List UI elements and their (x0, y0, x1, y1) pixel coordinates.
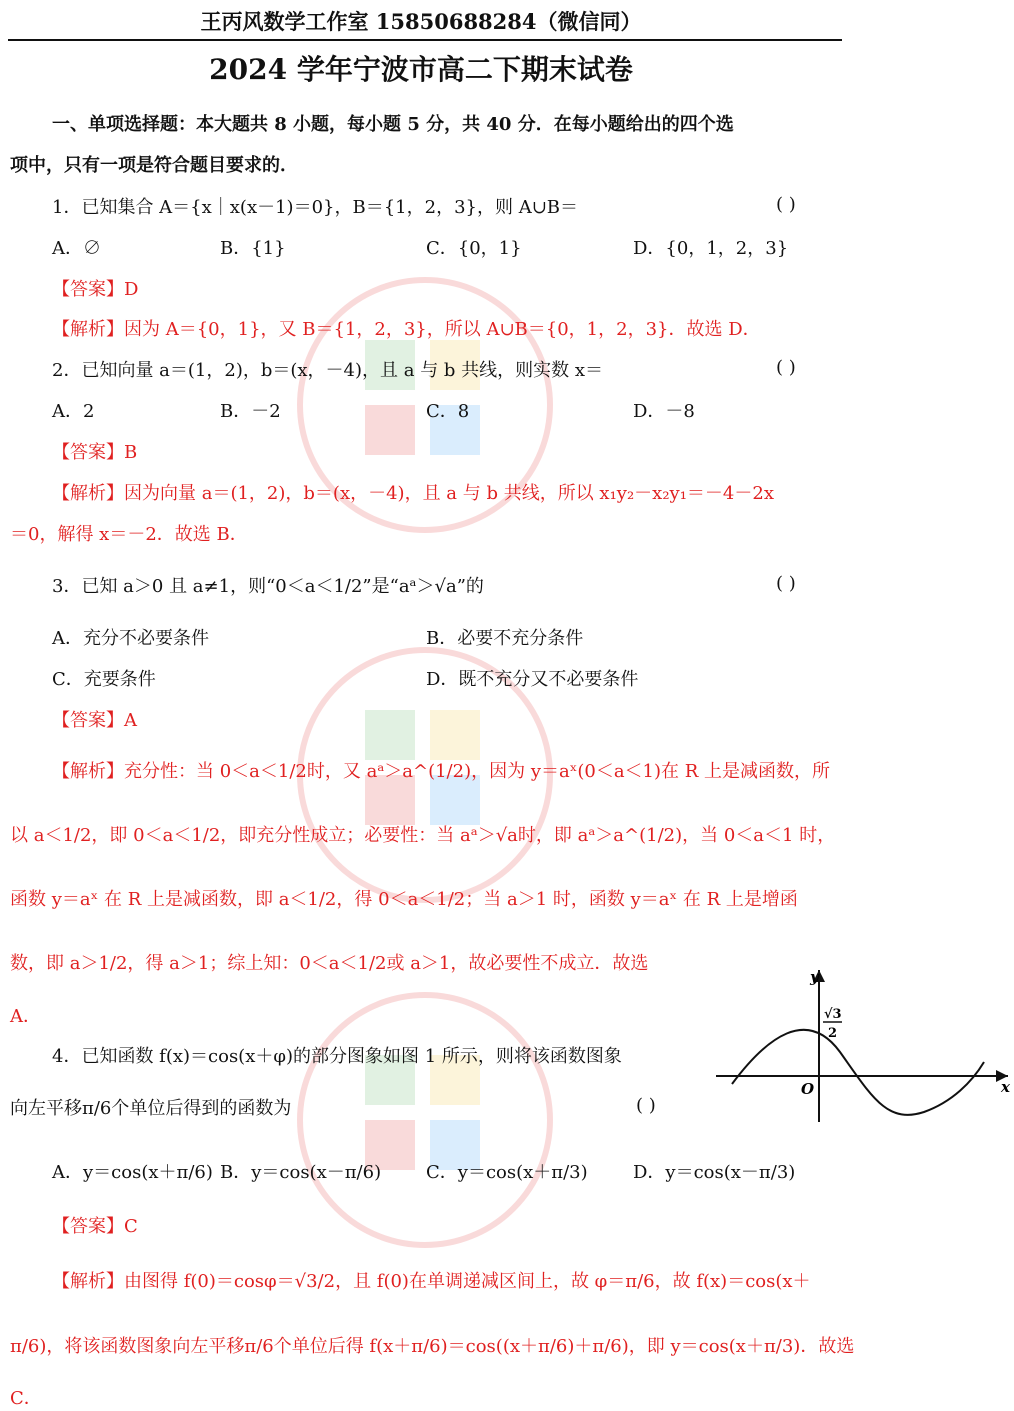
q2-analysis: 【解析】因为向量 a＝(1，2)，b＝(x，－4)，且 a 与 b 共线，所以 x₁y₂－x₂y₁＝－4－2x (52, 483, 774, 504)
section-heading-cont: 项中，只有一项是符合题目要求的． (10, 155, 298, 176)
q4-option-b: B．y＝cos(x－π/6) (220, 1162, 382, 1183)
q3-analysis-cont: 函数 y＝aˣ 在 R 上是减函数，即 a＜1/2，得 0＜a＜1/2；当 a＞1 时，函数 y＝aˣ 在 R 上是增函 (10, 889, 798, 910)
q1-analysis: 【解析】因为 A＝{0，1}，又 B＝{1，2，3}，所以 A∪B＝{0，1，2，3}．故选 D． (52, 319, 761, 340)
q2-analysis-cont: ＝0，解得 x＝－2．故选 B． (10, 524, 248, 545)
header-rule (8, 39, 842, 41)
q2-option-a: A．2 (52, 401, 95, 422)
q3-analysis-cont: 以 a＜1/2，即 0＜a＜1/2，即充分性成立；必要性：当 aᵃ＞√a时，即 aᵃ＞a^(1/2)，当 0＜a＜1 时， (10, 825, 836, 846)
q2-answer-blank: ( ) (776, 357, 796, 378)
q4-answer: 【答案】C (52, 1216, 138, 1237)
q3-option-a: A．充分不必要条件 (52, 628, 209, 649)
q1-answer: 【答案】D (52, 279, 139, 300)
q3-option-d: D．既不充分又不必要条件 (426, 669, 639, 690)
q2-option-c: C．8 (426, 401, 470, 422)
watermark-seal (290, 985, 560, 1255)
q4-answer-blank: ( ) (636, 1095, 656, 1116)
page-title: 2024 学年宁波市高二下期末试卷 (209, 53, 633, 86)
q3-analysis-cont: 数，即 a＞1/2，得 a＞1；综上知：0＜a＜1/2或 a＞1，故必要性不成立．故选 (10, 953, 649, 974)
q4-stem: 4．已知函数 f(x)＝cos(x＋φ)的部分图象如图 1 所示，则将该函数图象 (52, 1046, 622, 1067)
q2-option-d: D．－8 (633, 401, 695, 422)
q1-stem: 1．已知集合 A＝{x｜x(x－1)＝0}，B＝{1，2，3}，则 A∪B＝ (52, 197, 578, 218)
q4-option-a: A．y＝cos(x＋π/6) (52, 1162, 213, 1183)
q3-option-b: B．必要不充分条件 (426, 628, 584, 649)
cosine-curve (732, 1030, 984, 1115)
q2-answer: 【答案】B (52, 442, 138, 463)
q1-option-b: B．{1} (220, 238, 286, 259)
q3-analysis-cont: A． (10, 1006, 41, 1027)
q3-analysis: 【解析】充分性：当 0＜a＜1/2时，又 aᵃ＞a^(1/2)，因为 y＝aˣ(0＜a＜1)在 R 上是减函数，所 (52, 761, 831, 782)
q1-option-c: C．{0，1} (426, 238, 522, 259)
q3-option-c: C．充要条件 (52, 669, 156, 690)
q4-stem-cont: 向左平移π/6个单位后得到的函数为 (10, 1098, 292, 1119)
page-header: 王丙风数学工作室 15850688284（微信同） (200, 9, 642, 34)
q1-answer-blank: ( ) (776, 194, 796, 215)
origin-label: O (801, 1080, 815, 1098)
q4-analysis: 【解析】由图得 f(0)＝cosφ＝√3/2，且 f(0)在单调递减区间上，故 φ＝π/6，故 f(x)＝cos(x＋ (52, 1271, 811, 1292)
q3-answer-blank: ( ) (776, 573, 796, 594)
q4-analysis-cont: C． (10, 1388, 42, 1409)
q4-analysis-cont: π/6)，将该函数图象向左平移π/6个单位后得 f(x＋π/6)＝cos((x＋π/6)＋π/6)，即 y＝cos(x＋π/3)．故选 (10, 1336, 855, 1357)
q2-stem: 2．已知向量 a＝(1，2)，b＝(x，－4)，且 a 与 b 共线，则实数 x＝ (52, 360, 604, 381)
q4-option-d: D．y＝cos(x－π/3) (633, 1162, 796, 1183)
y-intercept-numerator: √3 (824, 1007, 842, 1022)
q1-option-a: A．∅ (52, 238, 101, 259)
x-axis-label: x (1001, 1078, 1010, 1096)
function-graph (712, 962, 1012, 1127)
q1-option-d: D．{0，1，2，3} (633, 238, 789, 259)
y-axis-label: y (810, 968, 819, 986)
section-heading: 一、单项选择题：本大题共 8 小题，每小题 5 分，共 40 分．在每小题给出的四个选 (52, 114, 734, 135)
q3-answer: 【答案】A (52, 710, 137, 731)
q4-option-c: C．y＝cos(x＋π/3) (426, 1162, 588, 1183)
y-intercept-denominator: 2 (828, 1026, 838, 1041)
q2-option-b: B．－2 (220, 401, 281, 422)
q3-stem: 3．已知 a＞0 且 a≠1，则“0＜a＜1/2”是“aᵃ＞√a”的 (52, 576, 484, 597)
